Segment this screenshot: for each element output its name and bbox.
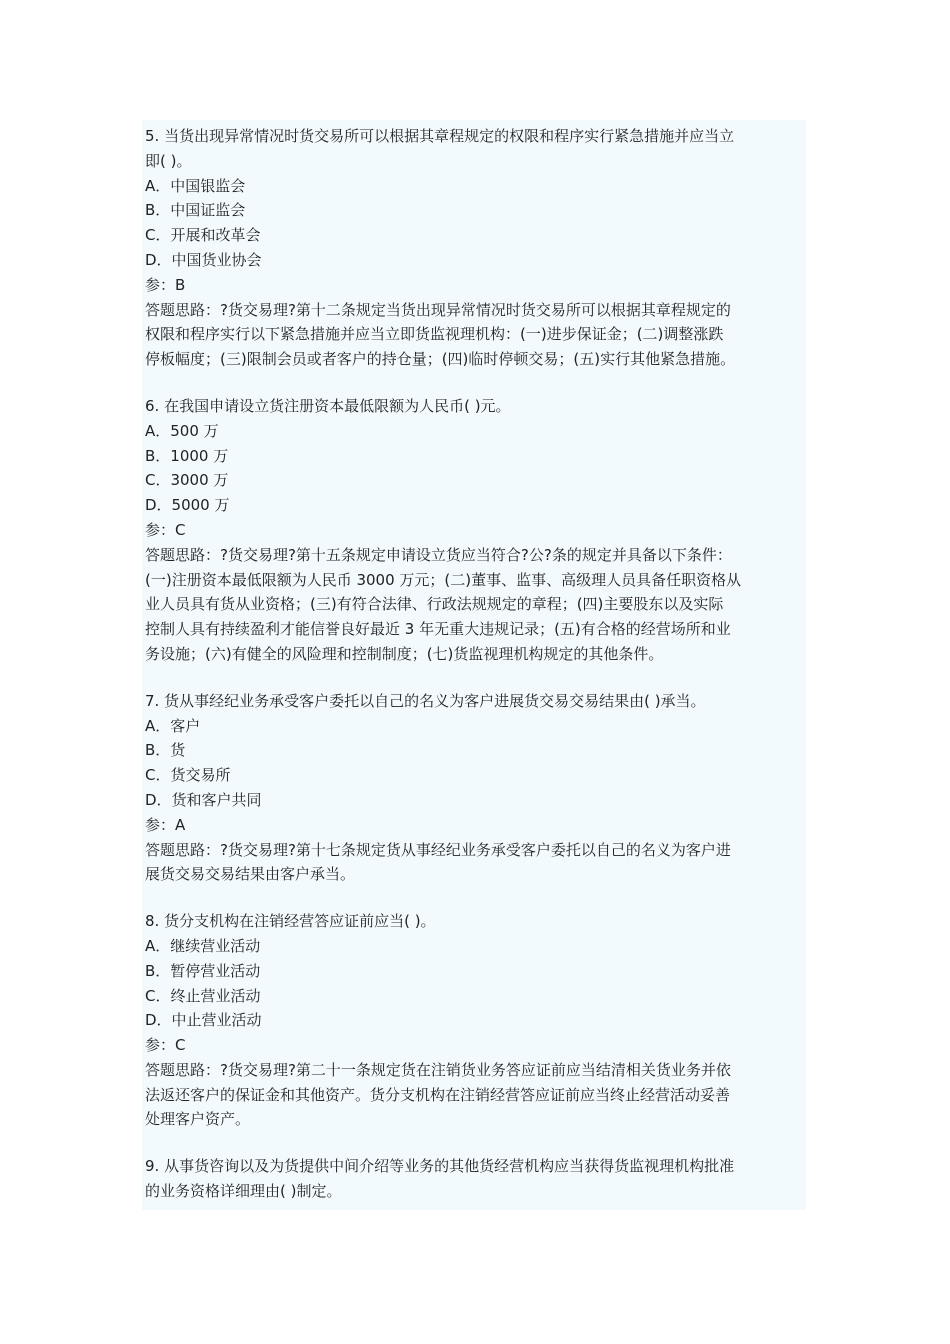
option-b: B．1000 万 xyxy=(145,446,229,465)
explanation: 停板幅度；(三)限制会员或者客户的持仓量；(四)临时停顿交易；(五)实行其他紧急措施。 xyxy=(145,350,736,369)
option-b: B．中国证监会 xyxy=(145,201,246,220)
option-a: A．客户 xyxy=(145,716,201,735)
answer: 参：A xyxy=(145,815,186,834)
explanation: 务设施；(六)有健全的风险理和控制制度；(七)货监视理机构规定的其他条件。 xyxy=(145,644,664,663)
answer: 参：C xyxy=(145,520,186,539)
explanation: 答题思路：?货交易理?第二十一条规定货在注销货业务答应证前应当结清相关货业务并依 xyxy=(145,1060,731,1079)
question-stem: 9. 从事货咨询以及为货提供中间介绍等业务的其他货经营机构应当获得货监视理机构批准 xyxy=(145,1157,735,1176)
option-b: B．暂停营业活动 xyxy=(145,961,261,980)
question-7 xyxy=(145,689,807,887)
option-d: D．中国货业协会 xyxy=(145,250,262,269)
explanation: 答题思路：?货交易理?第十七条规定货从事经纪业务承受客户委托以自己的名义为客户进 xyxy=(145,840,731,859)
option-a: A．500 万 xyxy=(145,421,219,440)
option-c: C．货交易所 xyxy=(145,766,231,785)
option-d: D．5000 万 xyxy=(145,496,230,515)
question-6 xyxy=(145,394,807,667)
option-c: C．终止营业活动 xyxy=(145,986,261,1005)
option-c: C．3000 万 xyxy=(145,471,229,490)
option-a: A．中国银监会 xyxy=(145,176,246,195)
document-body xyxy=(145,124,807,1204)
question-5 xyxy=(145,124,807,372)
explanation: 答题思路：?货交易理?第十五条规定申请设立货应当符合?公?条的规定并具备以下条件： xyxy=(145,545,732,564)
explanation: 控制人具有持续盈利才能信誉良好最近 3 年无重大违规记录；(五)有合格的经营场所和业 xyxy=(145,620,731,639)
question-9 xyxy=(145,1154,807,1204)
option-d: D．中止营业活动 xyxy=(145,1011,262,1030)
option-a: A．继续营业活动 xyxy=(145,936,261,955)
explanation: 权限和程序实行以下紧急措施并应当立即货监视理机构：(一)进步保证金；(二)调整涨跌 xyxy=(145,325,724,344)
question-stem: 5. 当货出现异常情况时货交易所可以根据其章程规定的权限和程序实行紧急措施并应当立 xyxy=(145,127,735,145)
question-8 xyxy=(145,909,807,1132)
option-d: D．货和客户共同 xyxy=(145,790,262,809)
question-stem: 的业务资格详细理由( )制定。 xyxy=(145,1182,342,1201)
option-c: C．开展和改革会 xyxy=(145,226,261,245)
explanation: (一)注册资本最低限额为人民币 3000 万元；(二)董事、监事、高级理人员具备任职资格从 xyxy=(145,570,742,589)
explanation: 法返还客户的保证金和其他资产。货分支机构在注销经营答应证前应当终止经营活动妥善 xyxy=(145,1085,731,1104)
question-stem: 6. 在我国申请设立货注册资本最低限额为人民币( )元。 xyxy=(145,396,511,415)
explanation: 答题思路：?货交易理?第十二条规定当货出现异常情况时货交易所可以根据其章程规定的 xyxy=(145,300,731,319)
answer: 参：C xyxy=(145,1036,186,1055)
question-stem: 7. 货从事经纪业务承受客户委托以自己的名义为客户进展货交易交易结果由( )承当。 xyxy=(145,691,706,710)
option-b: B．货 xyxy=(145,741,186,760)
question-stem: 即( )。 xyxy=(145,151,192,170)
answer: 参：B xyxy=(145,275,186,294)
explanation: 处理客户资产。 xyxy=(145,1110,251,1129)
explanation: 业人员具有货从业资格；(三)有符合法律、行政法规规定的章程；(四)主要股东以及实际 xyxy=(145,595,724,614)
explanation: 展货交易交易结果由客户承当。 xyxy=(145,865,356,884)
question-stem: 8. 货分支机构在注销经营答应证前应当( )。 xyxy=(145,912,436,931)
